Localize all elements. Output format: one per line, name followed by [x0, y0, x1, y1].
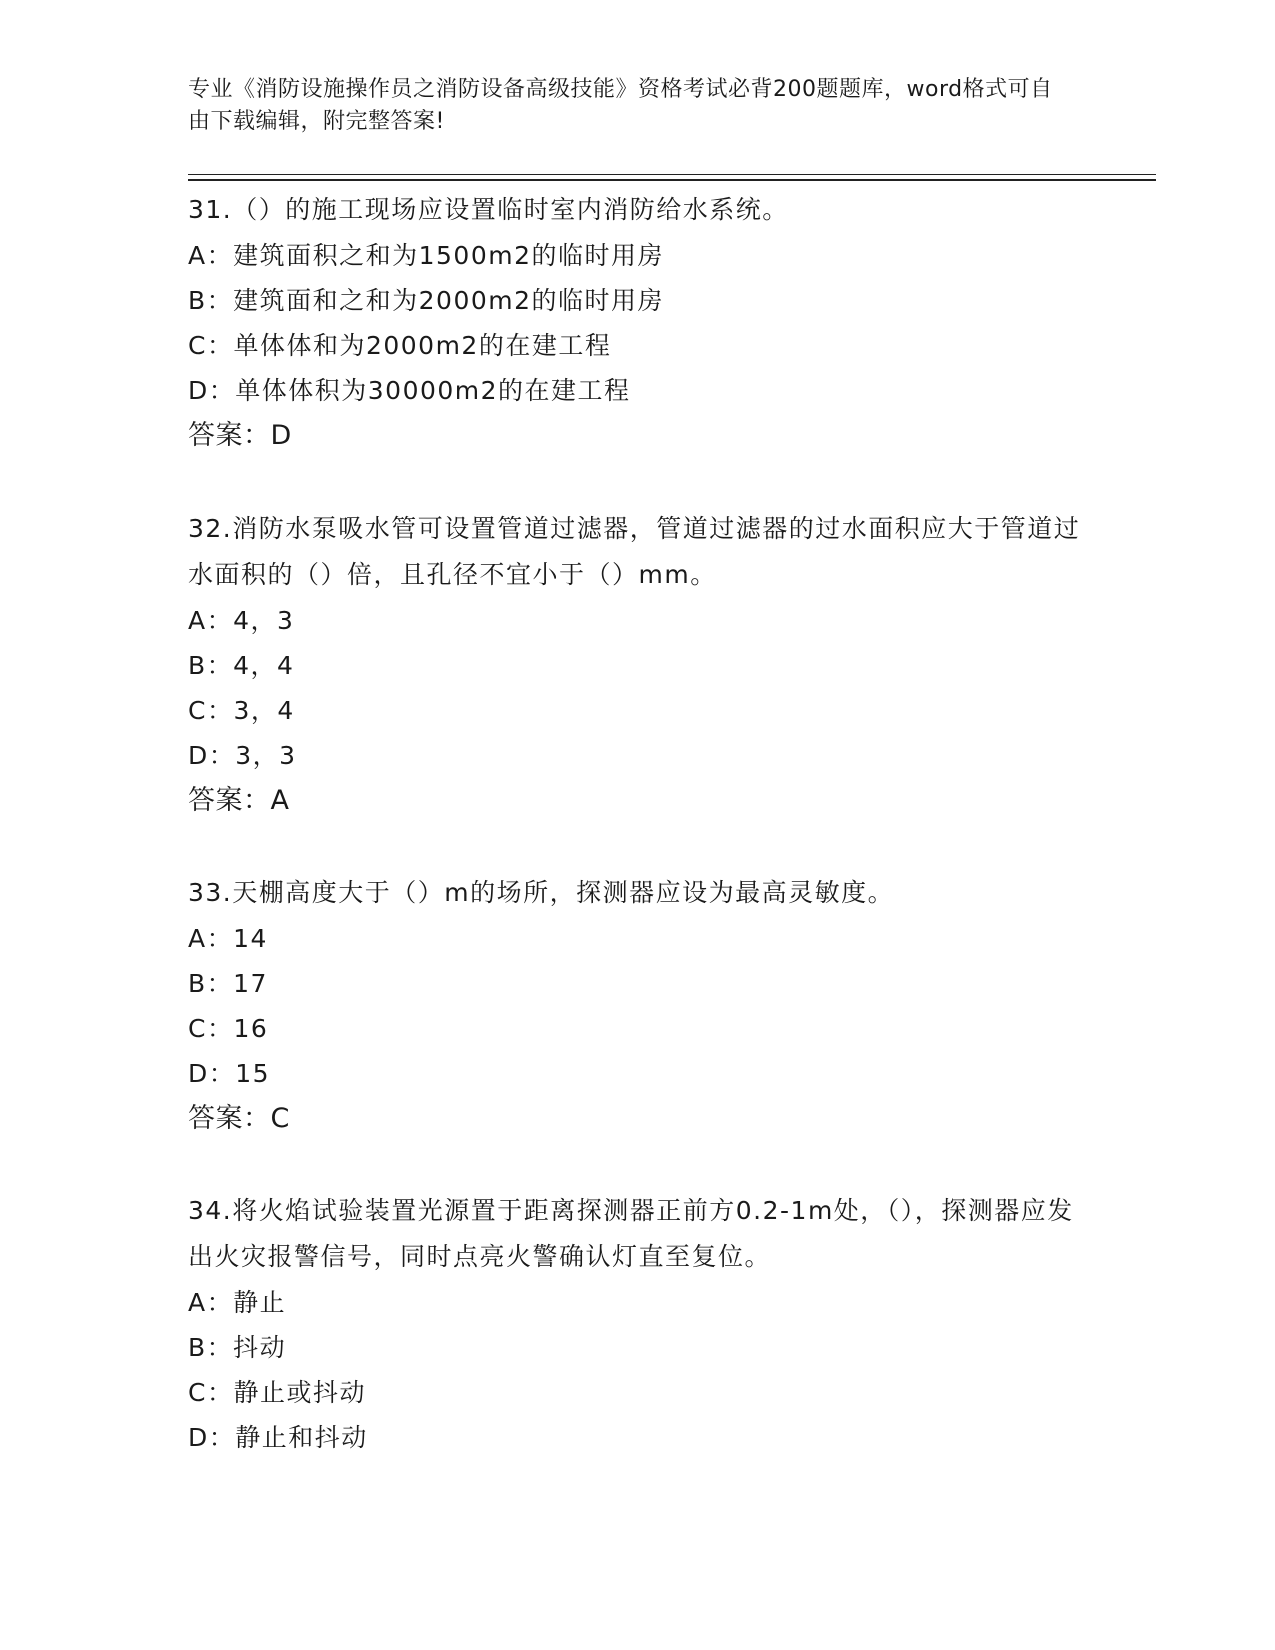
- question-32: [188, 506, 1088, 823]
- option-a: A：建筑面积之和为1500m2的临时用房: [188, 241, 664, 270]
- header-divider-thin: [188, 174, 1156, 175]
- option-b: B：抖动: [188, 1333, 287, 1362]
- option-a: A：静止: [188, 1288, 287, 1317]
- option-d: D：单体体积为30000m2的在建工程: [188, 376, 631, 405]
- question-31: [188, 187, 1088, 458]
- option-d: D：静止和抖动: [188, 1423, 368, 1452]
- answer-line: 答案：D: [188, 420, 292, 451]
- option-d: D：15: [188, 1059, 271, 1088]
- option-c: C：3，4: [188, 696, 295, 725]
- option-c: C：16: [188, 1014, 269, 1043]
- option-a: A：4，3: [188, 606, 295, 635]
- option-a: A：14: [188, 924, 268, 953]
- answer-line: 答案：A: [188, 785, 290, 816]
- question-stem: 33.天棚高度大于（）m的场所，探测器应设为最高灵敏度。: [188, 878, 895, 907]
- question-stem: 34.将火焰试验装置光源置于距离探测器正前方0.2-1m处，（），探测器应发出火灾报警信号，同时点亮火警确认灯直至复位。: [188, 1196, 1074, 1271]
- option-c: C：单体体和为2000m2的在建工程: [188, 331, 612, 360]
- question-stem: 32.消防水泵吸水管可设置管道过滤器，管道过滤器的过水面积应大于管道过水面积的（）倍，且孔径不宜小于（）mm。: [188, 514, 1081, 589]
- question-34: [188, 1188, 1088, 1460]
- option-b: B：17: [188, 969, 268, 998]
- option-c: C：静止或抖动: [188, 1378, 366, 1407]
- question-stem: 31.（）的施工现场应设置临时室内消防给水系统。: [188, 195, 789, 224]
- header-divider-thick: [188, 179, 1156, 181]
- document-header: 专业《消防设施操作员之消防设备高级技能》资格考试必背200题题库，word格式可自由下载编辑，附完整答案!: [188, 77, 1053, 134]
- option-b: B：4，4: [188, 651, 295, 680]
- answer-line: 答案：C: [188, 1103, 290, 1134]
- option-d: D：3，3: [188, 741, 297, 770]
- question-33: [188, 870, 1088, 1141]
- option-b: B：建筑面和之和为2000m2的临时用房: [188, 286, 665, 315]
